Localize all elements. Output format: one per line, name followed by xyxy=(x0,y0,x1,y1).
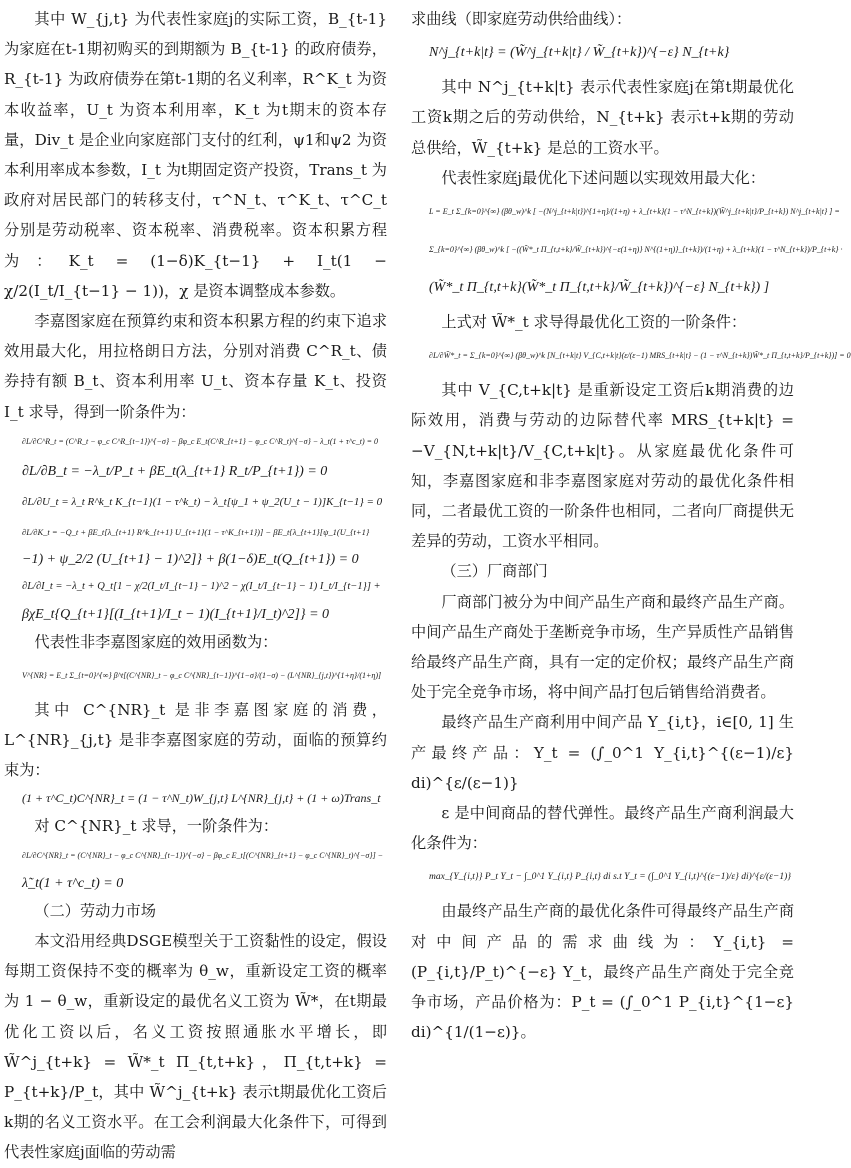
paragraph: 其中 C^{NR}_t 是非李嘉图家庭的消费，L^{NR}_{j,t} 是非李嘉图家庭的劳动，面临的预算约束为： xyxy=(4,701,387,780)
equation: L = E_t Σ_{k=0}^{∞} (βθ_w)^k [ −(N^j_{t+k|t})^{1+η}/(1+η) + λ_{t+k}(1 − τ^N_{t+k})(W̃^j_{t+k|t}/P_{t+k}) N^j_{t+k|t} ] = xyxy=(429,207,840,217)
equation: ∂L/∂C^R_t = (C^R_t − φ_c C^R_{t−1})^{−σ} − βφ_c E_t(C^R_{t+1} − φ_c C^R_t)^{−σ} − λ_t(1 + τ^c_t) = 0 xyxy=(22,436,379,446)
paragraph: 其中 W_{j,t} 为代表性家庭j的实际工资，B_{t-1} 为家庭在t-1期初购买的到期额为 B_{t-1} 的政府债券，R_{t-1} 为政府债券在第t-1期的名义利率，R^K_t 为资本收益率，U_t 为资本利用率，K_t 为t期末的资本存量，Div_t 是企业向家庭部门支付的红利，ψ1和ψ2 为资本利用率成本参数，I_t 为t期固定资产投资，Trans_t 为政府对居民部门的转移支付，τ^N_t、τ^K_t、τ^C_t 分别是劳动税率、资本税率、消费税率。资本积累方程为：K_t = (1−δ)K_{t−1} + I_t(1 − χ/2(I_t/I_{t−1} − 1))，χ 是资本调整成本参数。 xyxy=(4,10,387,300)
equation: βχE_t{Q_{t+1}[(I_{t+1}/I_t − 1)(I_{t+1}/I_t)^2]} = 0 xyxy=(22,606,330,622)
equation: N^j_{t+k|t} = (W̃^j_{t+k|t} / W̃_{t+k})^{−ε} N_{t+k} xyxy=(429,45,730,61)
equation: ∂L/∂K_t = −Q_t + βE_t[λ_{t+1} R^k_{t+1} U_{t+1}(1 − τ^K_{t+1})] − βE_t{λ_{t+1}[ψ_1(U_{t+1} xyxy=(22,526,370,537)
equation: ∂L/∂W̃*_t = Σ_{k=0}^{∞} (βθ_w)^k [N_{t+k|t} V_{C,t+k|t}(ε/(ε−1) MRS_{t+k|t} − (1 − τ^N_{t+k})W̃*_t Π_{t,t+k}/P_{t+k})] = 0 xyxy=(429,351,851,361)
equation: ∂L/∂I_t = −λ_t + Q_t[1 − χ/2(I_t/I_{t−1} − 1)^2 − χ(I_t/I_{t−1} − 1) I_t/I_{t−1}] + xyxy=(22,580,381,592)
paragraph: 求曲线（即家庭劳动供给曲线）： xyxy=(411,10,632,28)
section-heading: （二）劳动力市场 xyxy=(34,901,156,920)
paragraph: 其中 V_{C,t+k|t} 是重新设定工资后k期消费的边际效用，消费与劳动的边际替代率 MRS_{t+k|t} = −V_{N,t+k|t}/V_{C,t+k|t}。从家庭最优化条件可知，李嘉图家庭和非李嘉图家庭对劳动的最优化条件相同，二者最优工资的一阶条件也相同，二者向厂商提供无差异的劳动，工资水平相同。 xyxy=(411,381,794,551)
paragraph: 代表性家庭j最优化下述问题以实现效用最大化： xyxy=(441,168,766,187)
equation: ∂L/∂U_t = λ_t R^k_t K_{t−1}(1 − τ^k_t) − λ_t[ψ_1 + ψ_2(U_t − 1)]K_{t−1} = 0 xyxy=(22,495,383,508)
equation: V^{NR} = E_t Σ_{t=0}^{∞} β^t[(C^{NR}_t − φ_c C^{NR}_{t−1})^{1−σ}/(1−σ) − (L^{NR}_{j,t})^{1+η}/(1+η)] xyxy=(22,671,382,681)
right-column xyxy=(411,4,851,1047)
left-column xyxy=(4,4,387,1168)
equation: ∂L/∂B_t = −λ_t/P_t + βE_t(λ_{t+1} R_t/P_{t+1}) = 0 xyxy=(22,463,328,479)
paragraph: 其中 N^j_{t+k|t} 表示代表性家庭j在第t期最优化工资k期之后的劳动供给，N_{t+k} 表示t+k期的劳动总供给，W̃_{t+k} 是总的工资水平。 xyxy=(411,78,794,157)
paragraph: 代表性非李嘉图家庭的效用函数为： xyxy=(34,632,278,651)
equation: Σ_{k=0}^{∞} (βθ_w)^k [ −((W̃*_t Π_{t,t+k}/W̃_{t+k})^{−ε(1+η)} N^{(1+η)}_{t+k})/(1+η) + λ_{t+k}(1 − τ^N_{t+k})/P_{t+k} · xyxy=(429,245,843,255)
paragraph: 李嘉图家庭在预算约束和资本积累方程的约束下追求效用最大化，用拉格朗日方法，分别对消费 C^R_t、债券持有额 B_t、资本利用率 U_t、资本存量 K_t、投资 I_t 求导，得到一阶条件为： xyxy=(4,312,387,421)
paragraph: 对 C^{NR}_t 求导，一阶条件为： xyxy=(34,816,279,835)
equation: (W̃*_t Π_{t,t+k}(W̃*_t Π_{t,t+k}/W̃_{t+k})^{−ε} N_{t+k}) ] xyxy=(429,280,770,296)
equation: (1 + τ^C_t)C^{NR}_t = (1 − τ^N_t)W_{j,t} L^{NR}_{j,t} + (1 + ω)Trans_t xyxy=(22,790,381,805)
paragraph: 上式对 W̃*_t 求导得最优化工资的一阶条件： xyxy=(441,313,747,332)
equation: ∂L/∂C^{NR}_t = (C^{NR}_t − φ_c C^{NR}_{t−1})^{−σ} − βφ_c E_t[(C^{NR}_{t+1} − φ_c C^{NR}_t)^{−σ}] − xyxy=(22,850,384,860)
paragraph: 由最终产品生产商的最优化条件可得最终产品生产商对中间产品的需求曲线为：Y_{i,t} = (P_{i,t}/P_t)^{−ε} Y_t，最终产品生产商处于完全竞争市场，产品价格为：P_t = (∫_0^1 P_{i,t}^{1−ε} di)^{1/(1−ε)}。 xyxy=(411,902,794,1042)
equation: λ̃_t(1 + τ^c_t) = 0 xyxy=(22,875,124,891)
paragraph: ε 是中间商品的替代弹性。最终产品生产商利润最大化条件为： xyxy=(411,804,794,853)
paragraph: 本文沿用经典DSGE模型关于工资黏性的设定，假设每期工资保持不变的概率为 θ_w，重新设定工资的概率为 1 − θ_w，重新设定的最优名义工资为 W̃*，在t期最优化工资以后，名义工资按照通胀水平增长，即 W̃^j_{t+k} = W̃*_t Π_{t,t+k}，Π_{t,t+k} = P_{t+k}/P_t，其中 W̃^j_{t+k} 表示t期最优化工资后k期的名义工资水平。在工会利润最大化条件下，可得到代表性家庭j面临的劳动需 xyxy=(4,932,387,1162)
section-heading: （三）厂商部门 xyxy=(441,562,548,581)
paragraph: 最终产品生产商利用中间产品 Y_{i,t}，i∈[0, 1] 生产最终产品：Y_t = (∫_0^1 Y_{i,t}^{(ε−1)/ε} di)^{ε/(ε−1)} xyxy=(411,713,794,792)
paragraph: 厂商部门被分为中间产品生产商和最终产品生产商。中间产品生产商处于垄断竞争市场，生产异质性产品销售给最终产品生产商，具有一定的定价权；最终产品生产商处于完全竞争市场，将中间产品打包后销售给消费者。 xyxy=(411,592,794,702)
equation: −1) + ψ_2/2 (U_{t+1} − 1)^2]} + β(1−δ)E_t(Q_{t+1}) = 0 xyxy=(22,551,359,567)
equation: max_{Y_{i,t}} P_t Y_t − ∫_0^1 Y_{i,t} P_{i,t} di s.t Y_t = (∫_0^1 Y_{i,t}^{(ε−1)/ε} di)^{ε/(ε−1)} xyxy=(429,872,792,883)
